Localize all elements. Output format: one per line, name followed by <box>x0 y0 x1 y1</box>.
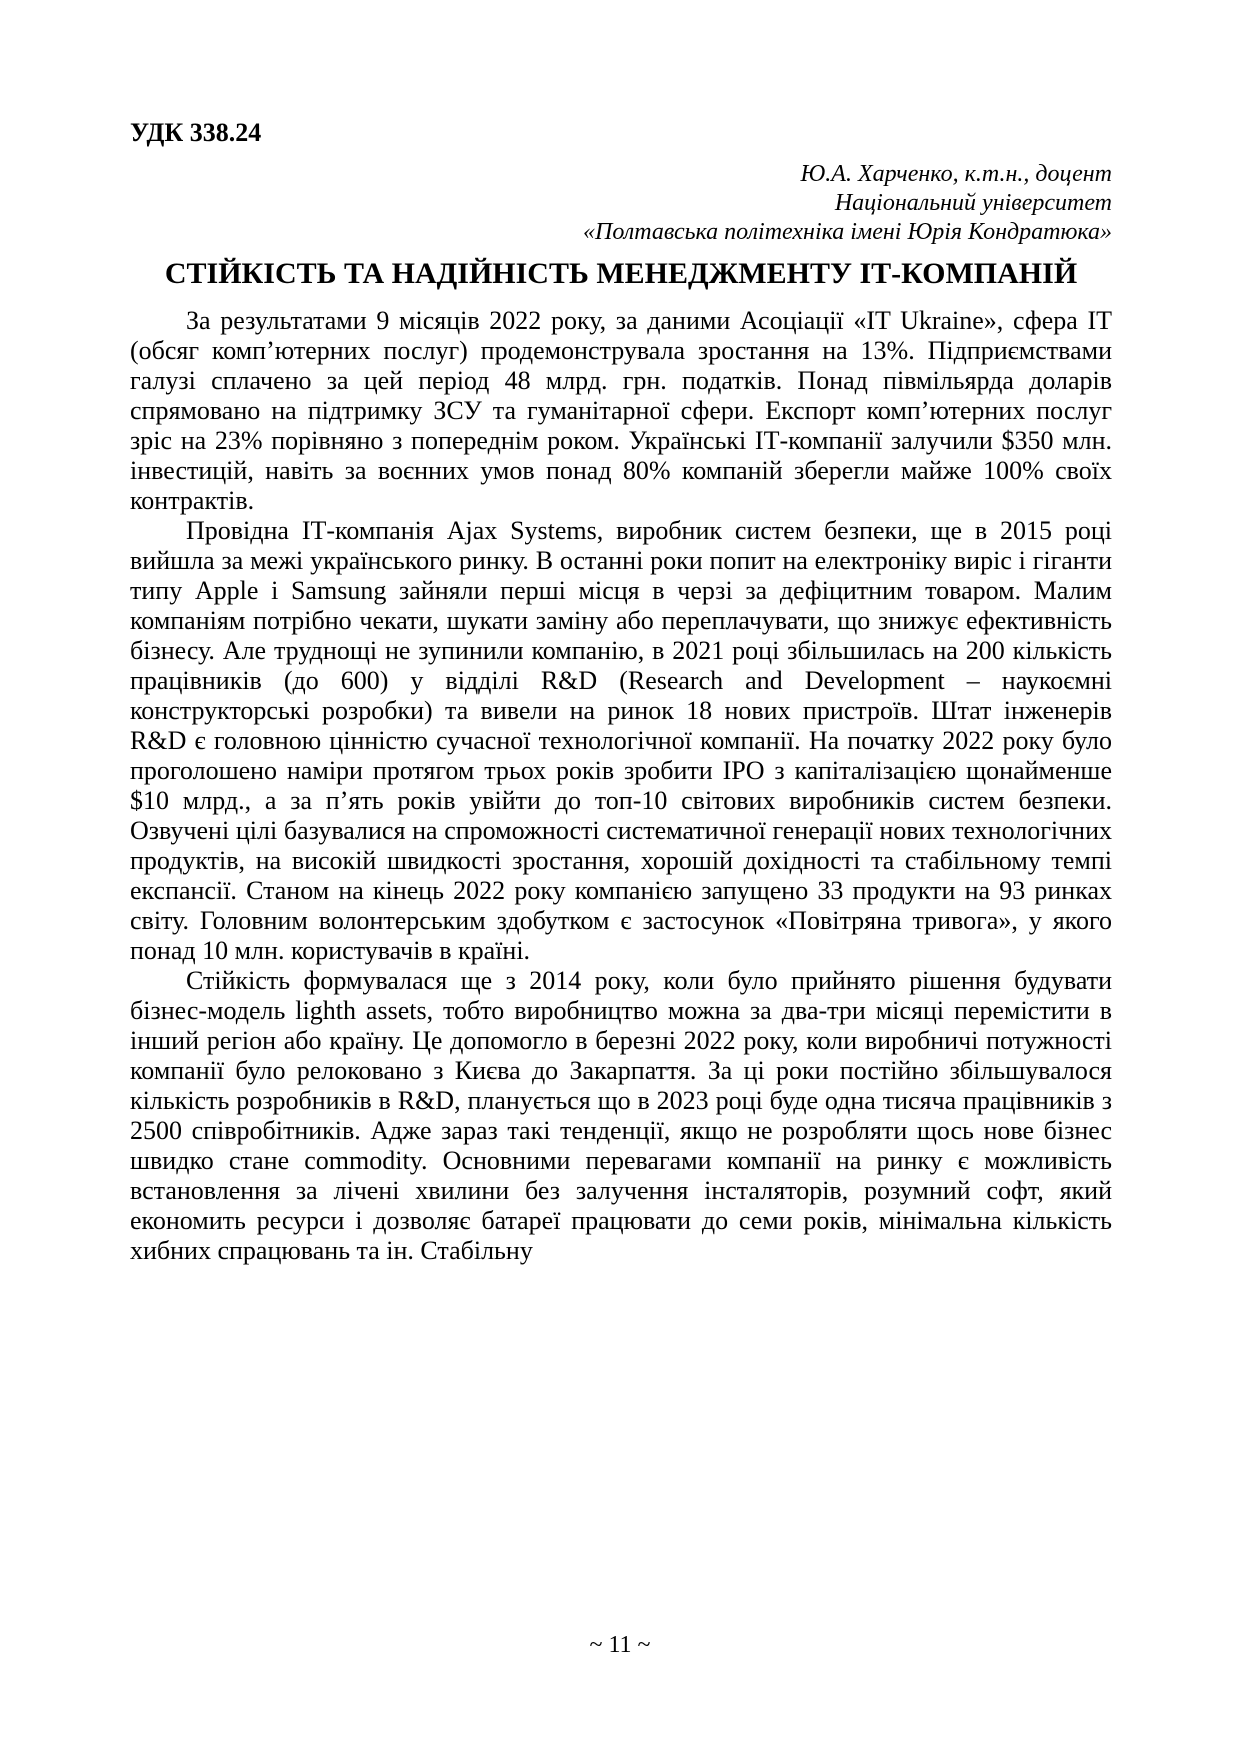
udc-code: УДК 338.24 <box>130 118 262 147</box>
author-block <box>130 160 1112 247</box>
author-university-line: «Полтавська політехніка імені Юрія Кондратюка» <box>583 219 1112 245</box>
author-affiliation-line: Національний університет <box>834 190 1112 216</box>
author-name-line: Ю.А. Харченко, к.т.н., доцент <box>800 161 1112 187</box>
paragraph-1: За результатами 9 місяців 2022 року, за даними Асоціації «IT Ukraine», сфера ІТ (обсяг комп’ютерних послуг) продемонструвала зростання на 13%. Підприємствами галузі сплачено за цей період 48 млрд. грн. податків. Понад півмільярда доларів спрямовано на підтримку ЗСУ та гуманітарної сфери. Експорт комп’ютерних послуг зріс на 23% порівняно з попереднім роком. Українські ІТ-компанії залучили $350 млн. інвестицій, навіть за воєнних умов понад 80% компаній зберегли майже 100% своїх контрактів. <box>130 306 1112 515</box>
article-body <box>130 306 1112 1266</box>
article-title: СТІЙКІСТЬ ТА НАДІЙНІСТЬ МЕНЕДЖМЕНТУ ІТ-КОМПАНІЙ <box>164 257 1078 290</box>
paragraph-2: Провідна ІТ-компанія Ajax Systems, виробник систем безпеки, ще в 2015 році вийшла за межі українського ринку. В останні роки попит на електроніку виріс і гіганти типу Apple і Samsung зайняли перші місця в черзі за дефіцитним товаром. Малим компаніям потрібно чекати, шукати заміну або переплачувати, що знижує ефективність бізнесу. Але труднощі не зупинили компанію, в 2021 році збільшилась на 200 кількість працівників (до 600) у відділі R&D (Research and Development – наукоємні конструкторські розробки) та вивели на ринок 18 нових пристроїв. Штат інженерів R&D є головною цінністю сучасної технологічної компанії. На початку 2022 року було проголошено наміри протягом трьох років зробити IPO з капіталізацією щонайменше $10 млрд., а за п’ять років увійти до топ-10 світових виробників систем безпеки. Озвучені цілі базувалися на спроможності систематичної генерації нових технологічних продуктів, на високій швидкості зростання, хорошій дохідності та стабільному темпі експансії. Станом на кінець 2022 року компанією запущено 33 продукти на 93 ринках світу. Головним волонтерським здобутком є застосунок «Повітряна тривога», у якого понад 10 млн. користувачів в країні. <box>130 516 1112 965</box>
paragraph-3: Стійкість формувалася ще з 2014 року, коли було прийнято рішення будувати бізнес-модель lighth assets, тобто виробництво можна за два-три місяці перемістити в інший регіон або країну. Це допомогло в березні 2022 року, коли виробничі потужності компанії було релоковано з Києва до Закарпаття. За ці роки постійно збільшувалося кількість розробників в R&D, планується що в 2023 році буде одна тисяча працівників з 2500 співробітників. Адже зараз такі тенденції, якщо не розробляти щось нове бізнес швидко стане commodity. Основними перевагами компанії на ринку є можливість встановлення за лічені хвилини без залучення інсталяторів, розумний софт, який економить ресурси і дозволяє батареї працювати до семи років, мінімальна кількість хибних спрацювань та ін. Стабільну <box>130 966 1112 1265</box>
page-number: ~ 11 ~ <box>589 1632 651 1658</box>
